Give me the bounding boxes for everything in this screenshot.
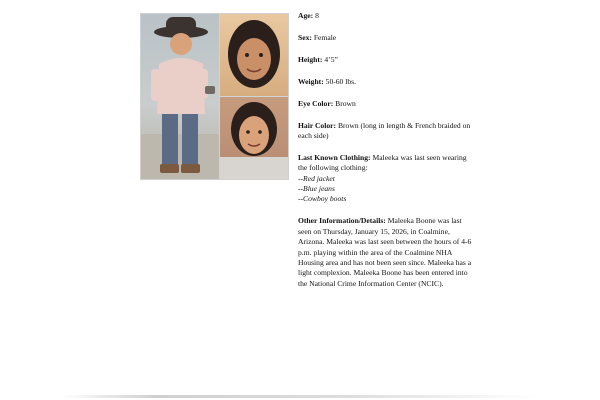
age-field [298,11,473,21]
clothing-field [298,153,473,205]
weight-label: Weight: [298,76,324,86]
height-value: 4’5” [324,54,338,64]
hair-color-value: Brown (long in length & French braided on each side) [298,120,471,140]
hair-color-field [298,121,473,142]
other-info-label: Other Information/Details: [298,216,386,226]
weight-field [298,77,473,87]
person-details [298,11,473,301]
clothing-list [298,174,473,205]
height-label: Height: [298,54,323,64]
clothing-item: --Red jacket [298,173,335,183]
hair-color-label: Hair Color: [298,120,337,130]
clothing-item: --Blue jeans [298,184,335,194]
child-figure-illustration [141,14,219,179]
page-bottom-edge [60,395,540,398]
portrait-illustration-2 [220,97,288,179]
portrait-photo-1 [220,14,288,96]
full-body-photo [141,14,219,179]
age-label: Age: [298,11,314,20]
eye-color-field [298,99,473,109]
clothing-intro: Maleeka was last seen wearing the following clothing: [298,152,467,173]
age-value: 8 [315,11,319,20]
clothing-label: Last Known Clothing: [298,152,371,162]
other-info-field [298,216,473,289]
sex-label: Sex: [298,32,312,42]
eye-color-value: Brown [335,98,356,108]
portrait-photo-2 [220,97,288,179]
other-info-text: Maleeka Boone was last seen on Thursday, January 15, 2026, in Coalmine, Arizona. Maleeka was last seen between the hours of 4-6 p.m. playing within the area of the Coalmine NHA Housing area and has not been seen since. Maleeka has a light complexion. Maleeka Boone has been entered into the National Crime Information Center (NCIC). [298,216,472,288]
sex-value: Female [313,32,337,42]
sex-field [298,33,473,43]
portrait-illustration-1 [220,14,288,96]
clothing-item: --Cowboy boots [298,194,347,204]
eye-color-label: Eye Color: [298,98,334,108]
weight-value: 50-60 lbs. [325,76,357,86]
height-field [298,55,473,65]
photo-collage [140,13,289,180]
